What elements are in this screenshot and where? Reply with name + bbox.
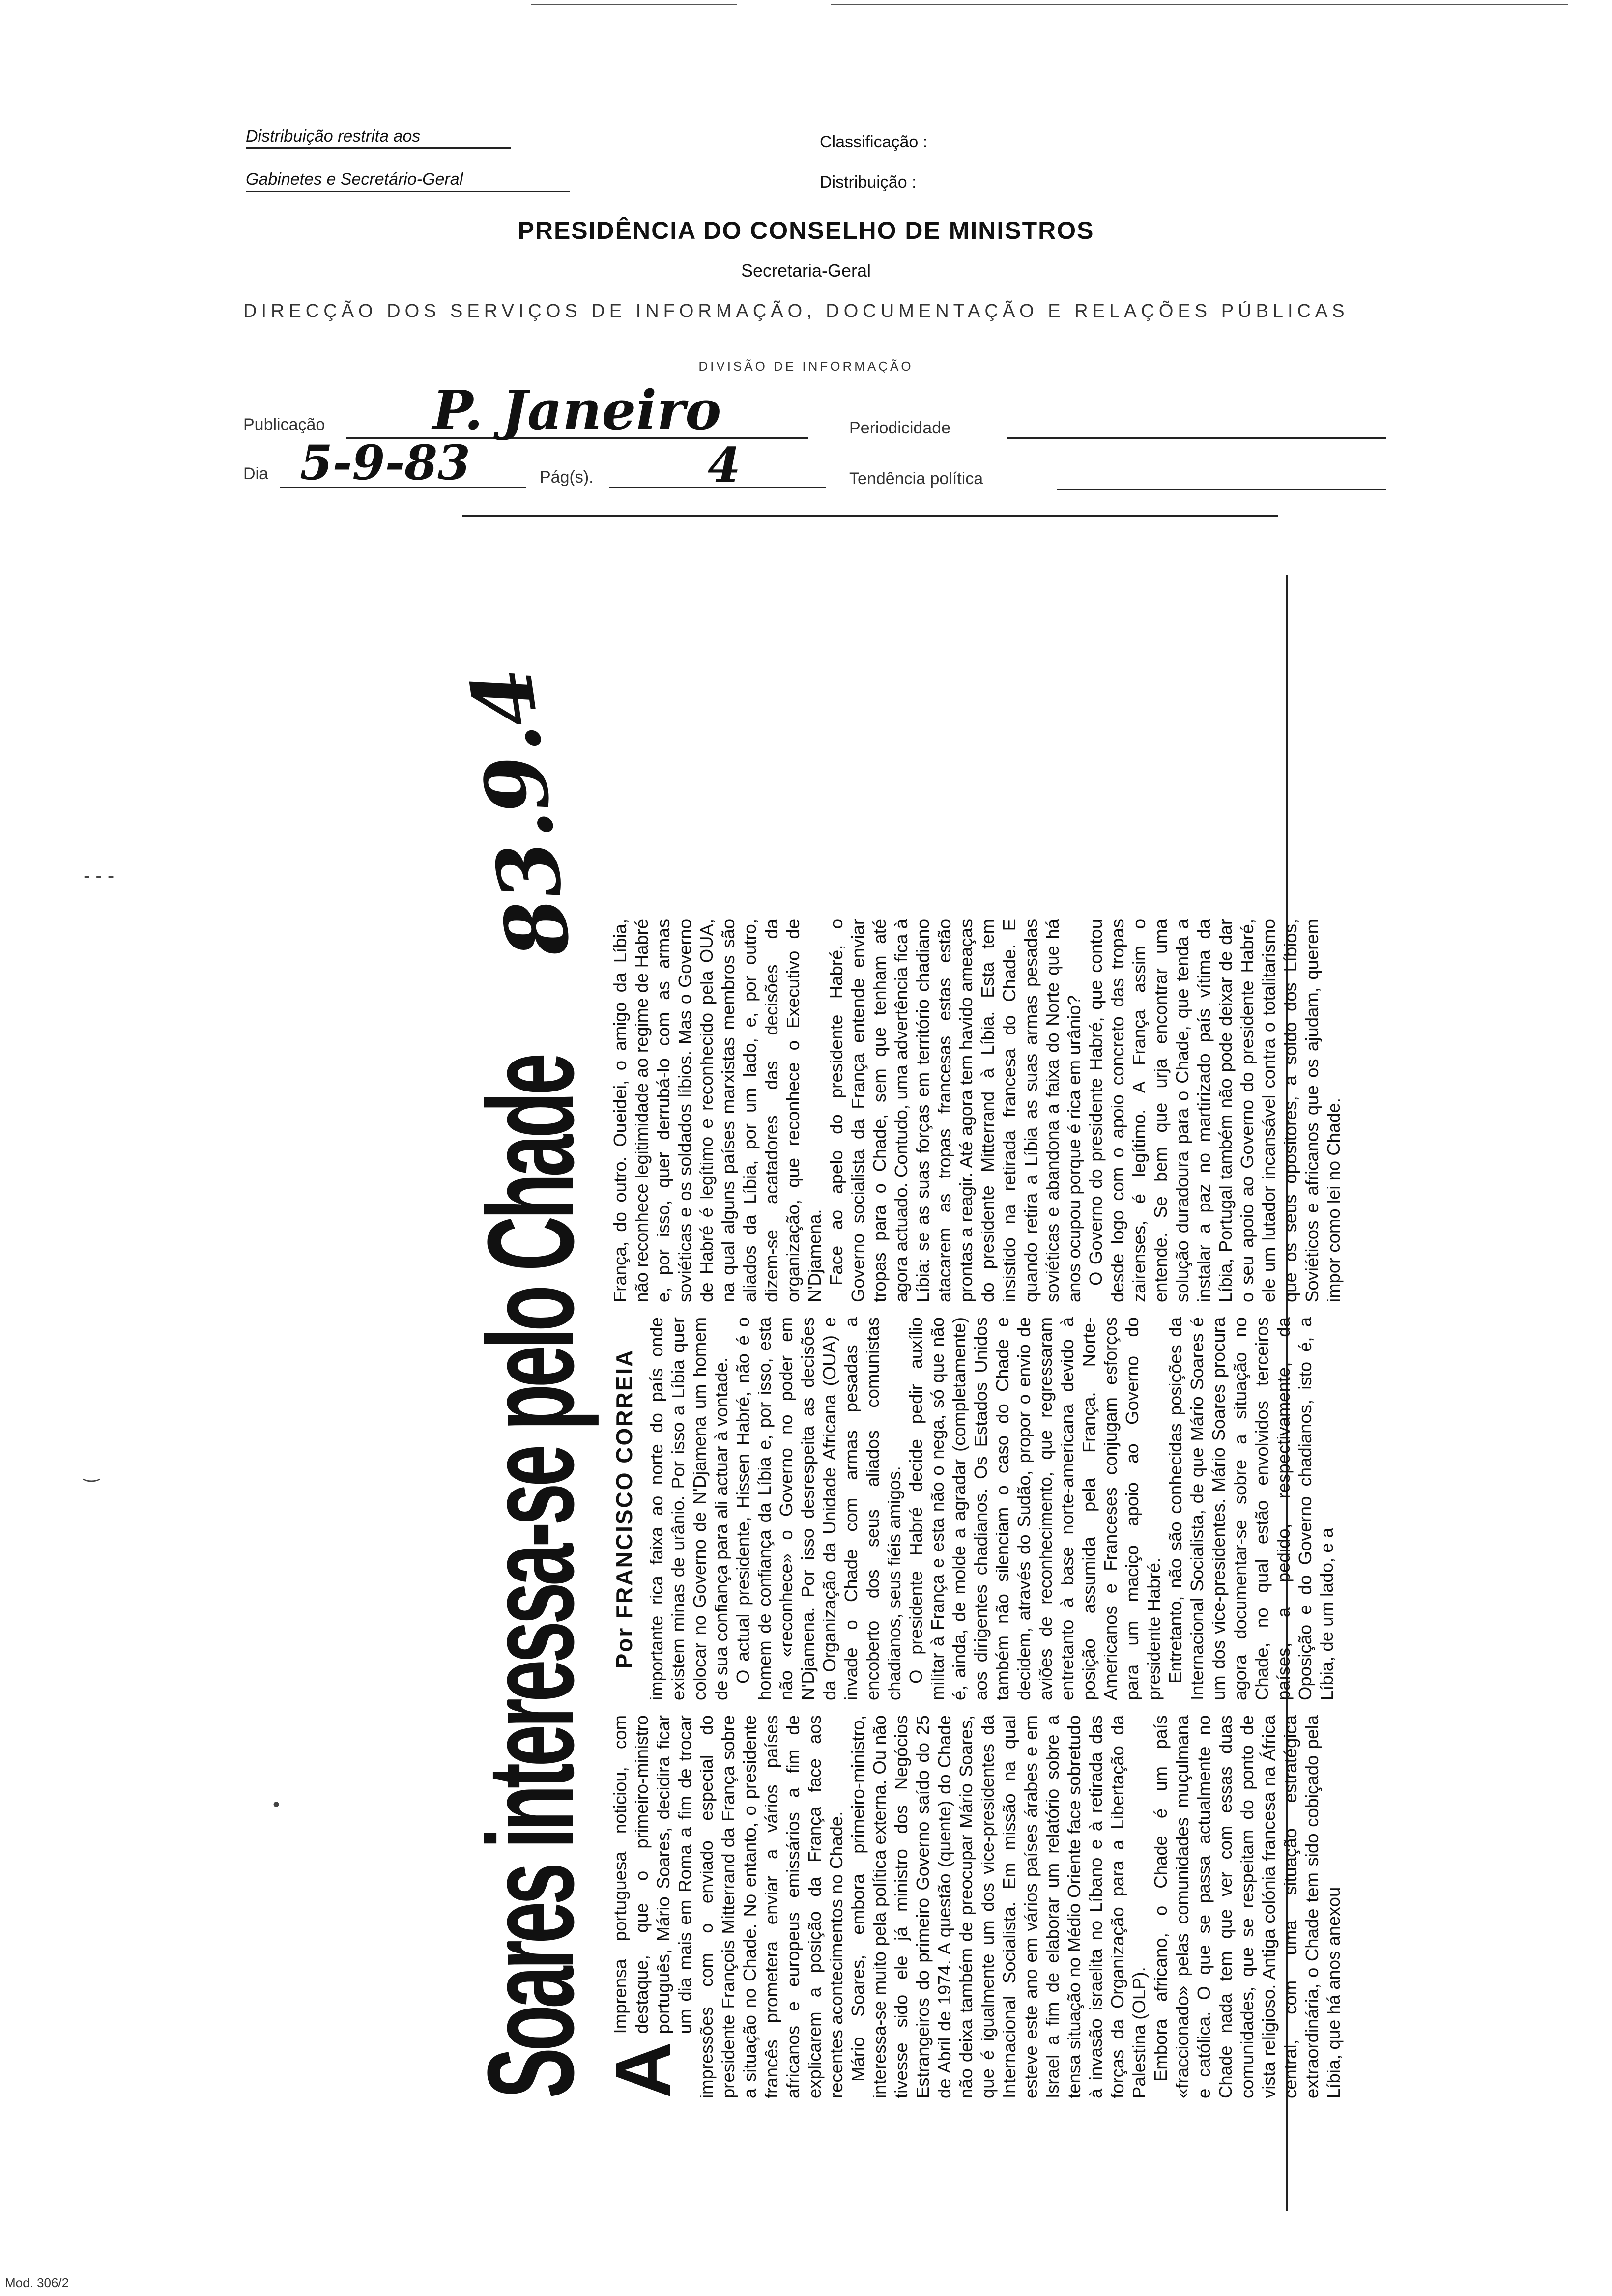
- header-underline: [246, 147, 511, 149]
- distribution-cabinets: Gabinetes e Secretário-Geral: [246, 170, 463, 189]
- publication-label: Publicação: [243, 415, 325, 434]
- paragraph: importante rica faixa ao norte do país onde existem minas de urânio. Por isso a Líbia quer colocar no Governo de N'Djamena um homem de sua confiança para ali actuar à vontade.: [646, 1317, 731, 1700]
- paragraph: Embora africano, o Chade é um país «fraccionado» pelas comunidades muçulmana e católica. O que se passa actualmente no Chade nada tem que ver com essas duas comunidades, que se respeitam do ponto de vista religioso. Antiga colónia francesa na África central, com uma situação estratégica extraordinária, o Chade tem sido cobiçado pela Líbia, que há anos anexou: [1151, 1715, 1344, 2098]
- day-handwritten: 5-9-83: [300, 435, 470, 490]
- distribution-restricted: Distribuição restrita aos: [246, 127, 421, 145]
- organization-subtitle: Secretaria-Geral: [741, 260, 871, 281]
- paragraph: Entretanto, não são conhecidas posições da Internacional Socialista, de que Mário Soares é um dos vice-presidentes. Mário Soares procura agora documentar-se sobre a situação no Chade, no qual estão envolvidos terceiros países, a pedido, respectivamente, da Oposição e do Governo chadianos, isto é, a Líbia, de um lado, e a: [1165, 1317, 1337, 1700]
- paragraph: Mário Soares, embora primeiro-ministro, interessa-se muito pela política externa. Ou não tivesse sido ele já ministro dos Negócios Estrangeiros do primeiro Governo saído do 25 de Abril de 1974. A questão (quente) do Chade não deixa também de preocupar Mário Soares, que é igualmente um dos vice-presidentes da Internacional Socialista. Em missão na qual esteve este ano em vários países árabes e em Israel a fim de elaborar um relatório sobre a tensa situação no Médio Oriente face sobretudo à invasão israelita no Líbano e à retirada das forças da Organização para a Libertação da Palestina (OLP).: [848, 1715, 1149, 2098]
- article-column-2: [609, 1317, 1337, 1700]
- article-column-1: [599, 1715, 1344, 2098]
- scan-mark: •: [273, 1794, 280, 1815]
- publication-handwritten: P. Janeiro: [432, 378, 721, 442]
- scan-edge-line: [831, 4, 1568, 5]
- division-name: DIVISÃO DE INFORMAÇÃO: [698, 359, 914, 373]
- form-code: Mod. 306/2: [5, 2275, 69, 2290]
- tendency-label: Tendência política: [849, 469, 983, 488]
- article-columns: [599, 526, 1344, 2098]
- pages-handwritten: 4: [708, 437, 741, 493]
- headline-text: Soares interessa-se pelo Chade: [462, 1056, 599, 2098]
- paragraph-text: Imprensa portuguesa noticiou, com destaque, que o primeiro-ministro português, Mário Soares, decidira ficar um dia mais em Roma a fim de trocar impressões com o enviado especial do presidente François Mitterrand da França sobre a situação no Chade. No entanto, o presidente francês prometera enviar a vários países africanos e europeus emissários a fim de explicarem a posição da França face aos recentes acontecimentos no Chade.: [610, 1715, 846, 2098]
- classification-label: Classificação :: [820, 133, 928, 151]
- paragraph: O Governo do presidente Habré, que contou desde logo com o apoio concreto das tropas zairenses, é legítimo. A França assim o entende. Se bem que urja encontrar uma solução duradoura para o Chade, que tenda a instalar a paz no martirizado país vítima da Líbia, Portugal também não pode deixar de dar o seu apoio ao Governo do presidente Habré, ele um lutador incansável contra o totalitarismo que os seus opositores, a soldo dos Líbios, Soviéticos e africanos que os ajudam, querem impor como lei no Chade.: [1086, 919, 1344, 1302]
- tendency-line: [1057, 489, 1386, 490]
- paragraph: França, do outro. Oueidei, o amigo da Líbia, não reconhece legitimidade ao regime de Habré e, por isso, quer derrubá-lo com as armas soviéticas e os soldados líbios. Mas o Governo de Habré é legítimo e reconhecido pela OUA, na qual alguns países marxistas membros são aliados da Líbia, por um lado, e, por outro, dizem-se acatadores das decisões da organização, que reconhece o Executivo de N'Djamena.: [610, 919, 825, 1302]
- scan-mark: - - -: [84, 865, 115, 887]
- pages-label: Pág(s).: [540, 468, 594, 487]
- clipping-top-rule: [462, 515, 1278, 517]
- distribution-label: Distribuição :: [820, 173, 917, 192]
- scan-mark: ‿: [84, 1460, 100, 1482]
- newspaper-clipping: [452, 526, 1344, 2098]
- drop-cap: A: [599, 2041, 687, 2098]
- organization-title: PRESIDÊNCIA DO CONSELHO DE MINISTROS: [518, 217, 1094, 244]
- scan-edge-line: [531, 4, 737, 5]
- handwritten-date-note: 83.9.4: [452, 662, 590, 964]
- article-column-3: [609, 919, 1344, 1302]
- periodicity-line: [1008, 437, 1386, 439]
- paragraph: O presidente Habré decide pedir auxílio militar à França e esta não o nega, só que não é, ainda, de molde a agradar (completamente) aos dirigentes chadianos. Os Estados Unidos também não silenciam o caso do Chade e decidem, através do Sudão, propor o envio de aviões de reconhecimento, que regressaram entretanto à base norte-americana devido à posição assumida pela França. Norte-Americanos e Franceses conjugam esforços para um maciço apoio ao Governo do presidente Habré.: [906, 1317, 1164, 1700]
- paragraph: O actual presidente, Hissen Habré, não é o homem de confiança da Líbia e, por isso, esta não «reconhece» o Governo no poder em N'Djamena. Por isso desrespeita as decisões da Organização da Unidade Africana (OUA) e invade o Chade com armas pesadas a encoberto dos seus aliados comunistas chadianos, seus fiéis amigos.: [733, 1317, 904, 1700]
- paragraph: [599, 1715, 847, 2098]
- paragraph: Face ao apelo do presidente Habré, o Governo socialista da França entende enviar tropas para o Chade, sem que tenham até agora actuado. Contudo, uma advertência fica à Líbia: se as suas forças em território chadiano atacarem as tropas francesas estas estão prontas a reagir. Até agora tem havido ameaças do presidente Mitterrand à Líbia. Esta tem insistido na retirada francesa do Chade. E quando retira a Líbia as suas armas pesadas soviéticas e abandona a faixa do Norte que há anos ocupou porque é rica em urânio?: [826, 919, 1084, 1302]
- day-label: Dia: [243, 464, 269, 483]
- header-underline: [246, 191, 570, 192]
- directorate-name: DIRECÇÃO DOS SERVIÇOS DE INFORMAÇÃO, DOCUMENTAÇÃO E RELAÇÕES PÚBLICAS: [243, 301, 1349, 321]
- periodicity-label: Periodicidade: [849, 419, 951, 437]
- byline: Por FRANCISCO CORREIA: [611, 1349, 637, 1669]
